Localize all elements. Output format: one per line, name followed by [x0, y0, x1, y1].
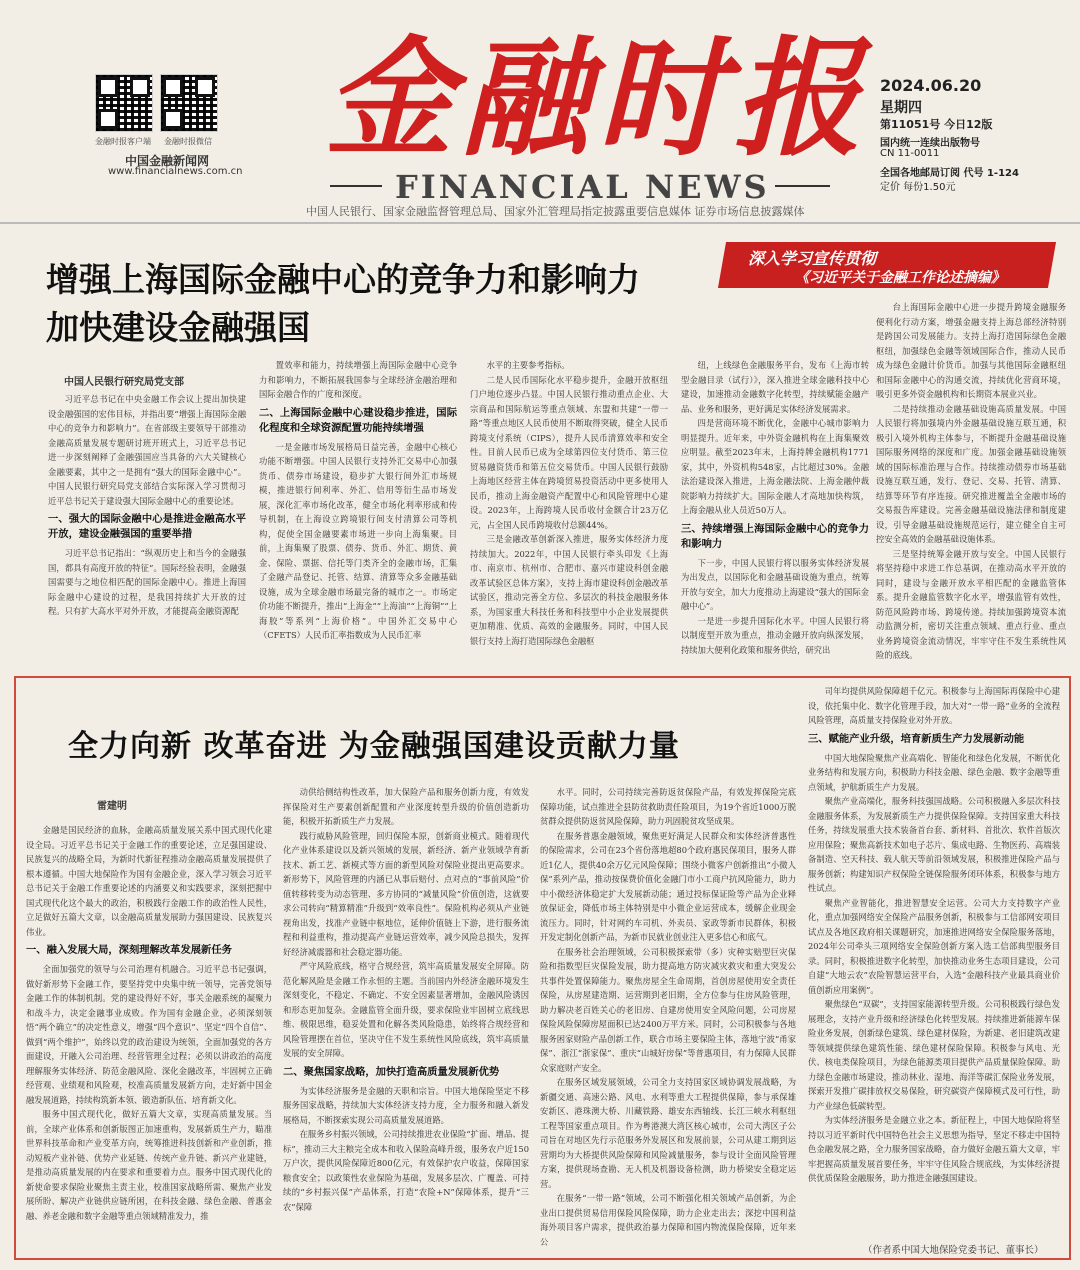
section-heading: 一、强大的国际金融中心是推进金融高水平开放，建设金融强国的重要举措	[48, 513, 246, 540]
paragraph: 聚焦绿色“双碳”，支持国家能源转型升级。公司积极践行绿色发展理念，支持产业升级和经济绿色化转型发展。持续推进新能源车保险业务发展，创新绿色建筑、绿色建材保险，为新建、老旧建筑改建等领域提供绿色建筑性能、绿色建材保险保障。积极参与风电、光伏、核电类保险项目，为绿色能源类项目提供产品质量保险保障。助力绿色金融市场建设，推动林业、湿地、海洋等碳汇保险业务发展，探索开发推广碳排放权交易保险，研究碳资产保障模式及可行性，助力产业绿色低碳转型。	[808, 999, 1060, 1111]
paragraph: 二是人民币国际化水平稳步提升，金融开放枢纽门户地位逐步凸显。中国人民银行推动重点企业、大宗商品和国际航运等重点领域、东盟和共建“一带一路”等重点地区人民币使用不断取得突破，健全人民币跨境支付系统（CIPS），提升人民币清算效率和安全性。目前人民币已成为全球第四位支付货币、第三位贸易融资货币和第五位交易货币。中国人民银行鼓励上海地区经营主体在跨境贸易投资活动中更多使用人民币，推动上海金融资产配置中心和风险管理中心建设。2023年，上海跨境人民币收付金额合计23万亿元，占全国人民币跨境收付总额44%。	[470, 374, 668, 530]
paragraph: 一是进一步提升国际化水平。中国人民银行将以制度型开放为重点，推动金融开放向纵深发展，持续加大便利化政策和服务供给，研究出	[681, 615, 869, 655]
section-heading: 二、聚焦国家战略，加快打造高质量发展新优势	[283, 1065, 500, 1078]
paragraph: 在服务社会治理领域，公司积极探索带（多）灾种实赔型巨灾保险和指数型巨灾保险发展，助力提高地方防灾减灾救灾和重大突发公共事件处置保障能力。聚焦房屋全生命周期，首创房屋使用安全责任保险，从房屋建造期、运营期到老旧期，全方位参与住房风险管理，助力解决老百姓关心的老旧房、自建房使用安全风险问题，公司房屋保险风险保障房屋面积已达2400万平方米。同时，公司积极参与各地服务困家财险产品创新工作，联合市场主要保险主体，落地宁波“甬家保”、浙江“浙家保”、重庆“山城好房保”等普惠项目，有力保障人民群众家庭财产安全。	[540, 946, 796, 1073]
qr-code-app[interactable]	[95, 74, 153, 132]
article2-column-1	[26, 823, 272, 1253]
article1-column-4	[681, 358, 869, 670]
paragraph: 中国大地保险聚焦产业高端化、智能化和绿色化发展，不断优化业务结构和发展方向，积极助力科技金融、绿色金融、数字金融等重点领域，护航新质生产力发展。	[808, 752, 1060, 792]
article2-column-2	[283, 785, 529, 1253]
logo-rule-left	[330, 185, 382, 187]
paragraph: 聚焦产业高端化，服务科技强国战略。公司积极融入多层次科技金融服务体系，为发展新质生产力提供保险保障。支持国家重大科技任务，持续发展重大技术装备首台套、新材料、首批次、软件首版次应用保险；聚焦高新技术如电子芯片、集成电路、生物医药、高端装备制造、空天科技、载人航天等前沿领域发展，积极推进保险产品与服务创新；构建知识产权保险全链保险服务闭环体系，积极参与地方性试点。	[808, 796, 1060, 893]
banner-line1: 深入学习宣传贯彻	[748, 249, 877, 268]
paragraph: 纽，上线绿色金融服务平台，发布《上海市转型金融目录（试行）》，深入推进全球金融科技中心建设，加速推动金融数字化转型，持续赋能金融产品、业务和服务，更好满足实体经济发展需求。	[681, 360, 869, 414]
site-url[interactable]: www.financialnews.com.cn	[108, 166, 243, 177]
article2-byline: 雷建明	[97, 801, 127, 812]
sponsors-line: 中国人民银行、国家金融监督管理总局、国家外汇管理局指定披露重要信息媒体 证券市场信息披露媒体	[306, 205, 805, 218]
paragraph: 台上海国际金融中心进一步提升跨境金融服务便利化行动方案，增强金融支持上海总部经济特别是跨国公司发展能力。支持上海打造国际绿色金融枢纽，加强绿色金融等领域国际合作，推动人民币成为绿色金融计价货币。加强与其他国际金融枢纽和国际金融中心的沟通交流，持续优化营商环境，吸引更多外资金融机构和长期资本展业兴业。	[876, 302, 1066, 399]
paragraph: 四是营商环境不断优化，金融中心城市影响力明显提升。近年来，中外资金融机构在上海集聚效应明显。截至2023年末，上海持牌金融机构1771家，其中，外资机构548家，占比超过30%。金融法治建设深入推进，上海金融法院、上海金融仲裁院影响力持续扩大。国际金融人才高地加快构筑，上海金融从业人员近50万人。	[681, 418, 869, 515]
issue-weekday: 星期四	[880, 100, 922, 116]
section-heading: 二、上海国际金融中心建设稳步推进，国际化程度和全球资源配置功能持续增强	[259, 406, 457, 434]
article2-headline[interactable]: 全力向新 改革奋进 为金融强国建设贡献力量	[68, 729, 680, 764]
paragraph: 服务中国式现代化，做好五篇大文章，实现高质量发展。当前，全球产业体系和创新版图正加速重构，发展新质生产力，瞄准世界科技革命和产业变革方向，统筹推进科技创新和产业创新，推动短板产业补链、优势产业延链、传统产业升链、新兴产业建链，是推动高质量发展的内在要求和重要着力点。服务中国式现代化的新使命要求保险业聚焦主责主业，校准国家战略所需、聚焦产业发展所盼、解决产业链供应链所困，在科技金融、绿色金融、普惠金融、养老金融和数字金融等重点领域精准发力，推	[26, 1109, 272, 1221]
article2-column-4	[808, 684, 1060, 1240]
price: 定价 每份1.50元	[880, 182, 956, 193]
masthead	[0, 0, 1080, 225]
site-name: 中国金融新闻网	[125, 154, 210, 168]
paragraph: 置效率和能力，持续增强上海国际金融中心竞争力和影响力，不断拓展我国参与全球经济金融治理和国际金融合作的广度和深度。	[259, 360, 457, 399]
paragraph: 司年均提供风险保障超千亿元。积极参与上海国际再保险中心建设，依托集中化、数字化管理手段，加大对“一带一路”业务的全流程风险管理，高质量支持保险业对外开放。	[808, 686, 1060, 725]
paragraph: 习近平总书记在中央金融工作会议上提出加快建设金融强国的宏伟目标，并指出要“增强上海国际金融中心的竞争力和影响力”。在省部级主要领导干部推动金融高质量发展专题研讨班开班式上，习近平总书记进一步深刻阐释了金融强国应当具备的六大关键核心金融要素，其中之一是拥有“强大的国际金融中心”。中国人民银行研究局党支部结合实际深入学习贯彻习近平总书记关于建设强大国际金融中心的重要论述。	[48, 394, 246, 506]
paragraph: 三是坚持统筹金融开放与安全。中国人民银行将坚持稳中求进工作总基调，在推动高水平开放的同时，建设与金融开放水平相匹配的金融监管体系。提升金融监管数字化水平，增强监管有效性，防范风险跨市场、跨境传递。持续加强跨境资本流动监测分析，密切关注重点领域、重点行业、重点业务跨境资金流动情况，牢牢守住不发生系统性风险的底线。	[876, 548, 1066, 660]
section-heading: 一、融入发展大局，深刻理解改革发展新任务	[26, 944, 232, 956]
paragraph: 在服务“一带一路”领域，公司不断强化相关领域产品创新，为企业出口提供贸易信用保险风险保障，助力企业走出去；深挖中国利益海外项目客户需求，提供政治暴力保障和国内物流保险保障，近年来公	[540, 1193, 796, 1247]
article1-title-line1: 增强上海国际金融中心的竞争力和影响力	[46, 260, 640, 299]
paragraph: 全面加强党的领导与公司治理有机融合。习近平总书记强调，做好新形势下金融工作，要坚持党中央集中统一领导，完善党领导金融工作的体制机制。党的建设得好不好，事关金融系统的凝聚力和战斗力，决定金融事业成败。作为国有金融企业，必须深刻领悟“两个确立”的决定性意义，增强“四个意识”、坚定“四个自信”、做到“两个维护”，始终以党的政治建设为统领，全面加强党的各方面建设，开融入公司治理、经营管理全过程；必须以讲政治的高度理解服务实体经济、防范金融风险、深化金融改革，牢固树立正确经营观、业绩观和风险观，校准高质量发展新方向，走好新中国金融发展道路，持续构筑新本领、锻造新队伍、培育新文化。	[26, 964, 272, 1105]
paragraph: 为实体经济服务是金融的天职和宗旨。中国大地保险坚定不移服务国家战略，持续加大实体经济支持力度，全力服务和融入新发展格局，不断探索实现公司高质量发展道路。	[283, 1085, 529, 1125]
paragraph: 在服务乡村振兴领域，公司持续推进农业保险“扩面、增品、提标”，推动三大主粮完全成本和收入保险高峰升级，服务农户近150万户次，提供风险保障近800亿元，有效保护农户收益，保障国家粮食安全；以政策性农业保险为基础，发展多层次、广覆盖、可持续的“乡村振兴保”产品体系，打造“农险+N”保障体系，提升“三农”保障	[283, 1129, 529, 1212]
qr-label-app: 金融时报客户端	[95, 137, 151, 146]
paragraph: 二是持续推动金融基础设施高质量发展。中国人民银行将加强境内外金融基础设施互联互通，积极引入境外机构主体参与，不断提升金融基础设施国际服务网络的深度和广度。加强金融基础设施领域的国际标准治理与合作。持续推动债券市场基础设施互联互通，发行、登记、交易、托管、清算、结算等环节有序连接。研究推进覆盖全金融市场的交易报告库建设。完善金融基础设施法律和制度建设，引导金融基础设施规范运行，建立健全自主可控安全高效的金融基础设施体系。	[876, 403, 1066, 544]
article1-headline[interactable]	[46, 256, 726, 352]
paragraph: 下一步，中国人民银行将以服务实体经济发展为出发点，以国际化和金融基础设施为重点，统筹开放与安全，加大力度推动上海建设“强大的国际金融中心”。	[681, 557, 869, 611]
newspaper-logo-en: FINANCIAL NEWS	[395, 168, 770, 206]
article2-author-signature: （作者系中国大地保险党委书记、董事长）	[863, 1245, 1044, 1256]
paragraph: 动供给侧结构性改革，加大保险产品和服务创新力度，有效发挥保险对生产要素创新配置和产业深度转型升级的价值创造新功能，积极开拓新质生产力发展。	[283, 787, 529, 826]
article1-column-5	[876, 300, 1066, 670]
qr-label-wechat: 金融时报微信	[164, 137, 212, 146]
banner-line2: 《习近平关于金融工作论述摘编》	[795, 270, 1005, 286]
section-heading: 三、赋能产业升级，培育新质生产力发展新动能	[808, 732, 1025, 745]
qr-code-wechat[interactable]	[160, 74, 218, 132]
article1-column-3	[470, 358, 668, 670]
masthead-divider	[0, 222, 1080, 224]
paragraph: 三是金融改革创新深入推进，服务实体经济力度持续加大。2022年，中国人民银行牵头印发《上海市、南京市、杭州市、合肥市、嘉兴市建设科创金融改革试验区总体方案》，支持上海市建设科创金融改革试验区，推动完善全方位、多层次的科技金融服务体系，为国家重大科技任务和科技型中小企业发展提供更加精准、优质、高效的金融服务。同时，中国人民银行支持上海打造国际绿色金融枢	[470, 534, 668, 646]
paragraph: 一是金融市场发展格局日益完善，金融中心核心功能不断增强。中国人民银行支持外汇交易中心加强货币、债券市场建设，稳步扩大银行间外汇市场规模，推进银行间利率、外汇、信用等衍生品市场发展，深化汇率市场化改革，健全市场化利率形成和传导机制，在上海设立跨境银行间支付清算公司等机构，促使全国金融要素市场进一步向上海集聚。目前，上海集聚了股票、债券、货币、外汇、期货、黄金、保险、票据、信托等门类齐全的金融市场，汇集了金融产品登记、托管、结算、清算等众多金融基础设施，成为全球金融市场最完备的城市之一。市场定价功能不断提升，推出“上海金”“上海油”“上海铜”“上海胶”等系列“上海价格”。中国外汇交易中心（CFETS）人民币汇率指数成为人民币汇率	[259, 441, 457, 640]
logo-rule-right	[775, 185, 830, 187]
newspaper-logo: 金融时报	[325, 24, 870, 174]
paragraph: 在服务区域发展领域，公司全力支持国家区域协调发展战略，为新疆交通、高速公路、风电、水利等重大工程提供保障，参与承保雄安新区、港珠澳大桥、川藏铁路、雄安东西轴线、长江三峡水利枢纽工程等国家重点项目。作为粤港澳大湾区核心城市，公司大湾区子公司旨在对地区先行示范服务外发展区和发展前景，公司从建工期到运营期均为大桥提供风险保障和风险减量服务，参与设计全面风险管理方案，提供现场查勘、无人机及机器设备检测，助力桥梁安全稳定运营。	[540, 1077, 796, 1189]
paragraph: 在服务普惠金融领域，聚焦更好满足人民群众和实体经济普惠性的保险需求，公司在23个省份落地超80个政府惠民保项目，服务人群近1亿人，提供40余万亿元风险保障；围绕小微客户创新推出“小微人保”系列产品，推动按保费价值化金融门市小工商户抗风险能力，助力中小微经济体稳定扩大发展新动能；通过投标保证险等产品为企业释放保证金，降低市场主体特别是中小微企业运营成本，缓解企业现金流压力。同时，针对网约车司机、外卖员、家政等新市民群体，积极开发定制化创新产品，为新市民就业创业注入更多信心和底气。	[540, 830, 796, 942]
article2-column-3	[540, 785, 796, 1253]
paragraph: 习近平总书记指出：“纵观历史上和当今的金融强国，都具有高度开放的特征”。国际经验表明，金融强国需要与之地位相匹配的国际金融中心。推进上海国际金融中心建设的过程，是我国持续扩大开放的过程。只有扩大高水平对外开放，才能提高金融资源配	[48, 548, 246, 616]
paragraph: 为实体经济服务是金融立业之本。新征程上，中国大地保险将坚持以习近平新时代中国特色社会主义思想为指导，坚定不移走中国特色金融发展之路，全力服务国家战略，奋力做好金融五篇大文章，牢牢把握高质量发展首要任务，牢牢守住风险合规底线，为实体经济提供优质保险金融服务，助力推进金融强国建设。	[808, 1115, 1060, 1183]
article1-column-2	[259, 358, 457, 670]
paragraph: 水平的主要参考指标。	[486, 360, 570, 370]
issue-number: 第11051号 今日12版	[880, 118, 993, 131]
cn-code: CN 11-0011	[880, 148, 940, 159]
paragraph: 聚焦产业智能化，推进智慧安全运营。公司大力支持数字产业化，重点加强网络安全保险产品服务创新，积极参与工信部网安项目试点及各地区政府相关课题研究，加速推进网络安全保险服务落地，2024年公司牵头三项网络安全保险创新方案入选工信部典型服务目录。同时，积极推进数字化转型，加快推动业务生态项目建设，公司自建“大地云农”农险智慧运营平台，入选“金融科技产业最具商业价值创新应用案例”。	[808, 897, 1060, 995]
article1-byline: 中国人民银行研究局党支部	[64, 377, 184, 388]
publication-number-label: 国内统一连续出版物号	[880, 138, 980, 149]
article1-column-1	[48, 392, 246, 670]
subscription-code: 全国各地邮局订阅 代号 1-124	[880, 168, 1019, 179]
section-heading: 三、持续增强上海国际金融中心的竞争力和影响力	[681, 522, 869, 550]
article1-title-line2: 加快建设金融强国	[46, 308, 310, 347]
paragraph: 金融是国民经济的血脉，金融高质量发展关系中国式现代化建设全局。习近平总书记关于金融工作的重要论述，立足强国建设、民族复兴的战略全局，为新时代新征程推动金融高质量发展提供了根本遵循。中国大地保险作为国有金融企业，深入学习领会习近平总书记关于金融工作重要论述的内涵要义和实践要求，深刻把握中国式现代化这个最大的政治，积极践行金融工作的政治性人民性，立足做好五篇大文章，以金融高质量发展助力强国建设、民族复兴伟业。	[26, 825, 272, 937]
issue-date: 2024.06.20	[880, 76, 982, 95]
paragraph: 践行威胁风险管理，回归保险本原，创新商业模式。随着现代化产业体系建设以及新兴领域的发展，新经济、新产业领域孕育新技术、新工艺、新模式等方面的新型风险对保险业提出更高要求。新形势下，风险管理的内涵已从事后赔付、点对点的“事前风险”价值转移转变为动态管理、多方协同的“减量风险”价值创造，这就要求公司转向“精算精准”升级到“效率良性”。保险机构必须从产业链视角出发，找准产业链中枢地位，延伸价值链上下游，进行服务流程和利益重构，推动提高产业链运营效率，减少风险总损失，发挥好经济减震器和社会稳定器功能。	[283, 830, 529, 957]
paragraph: 水平。同时，公司持续完善防返贫保险产品，有效发挥保险完底保障功能，试点推进全县防贫救助责任险项目，为19个省近1000万脱贫群众提供防返贫风险保障，助力巩固脱贫攻坚成果。	[540, 787, 796, 826]
paragraph: 严守风险底线，格守合规经营，筑牢高质量发展安全屏障。防范化解风险是金融工作永恒的主题。当前国内外经济金融环境发生深刻变化，不稳定、不确定、不安全因素显著增加，金融风险诱因和形态更加复杂。金融监管全面升级，要求保险业牢固树立底线思维、极限思维，稳妥处置和化解各类风险隐患，始终将合规经营和风险管理摆在首位，坚决守住不发生系统性风险底线，筑牢高质量发展的安全屏障。	[283, 961, 529, 1058]
